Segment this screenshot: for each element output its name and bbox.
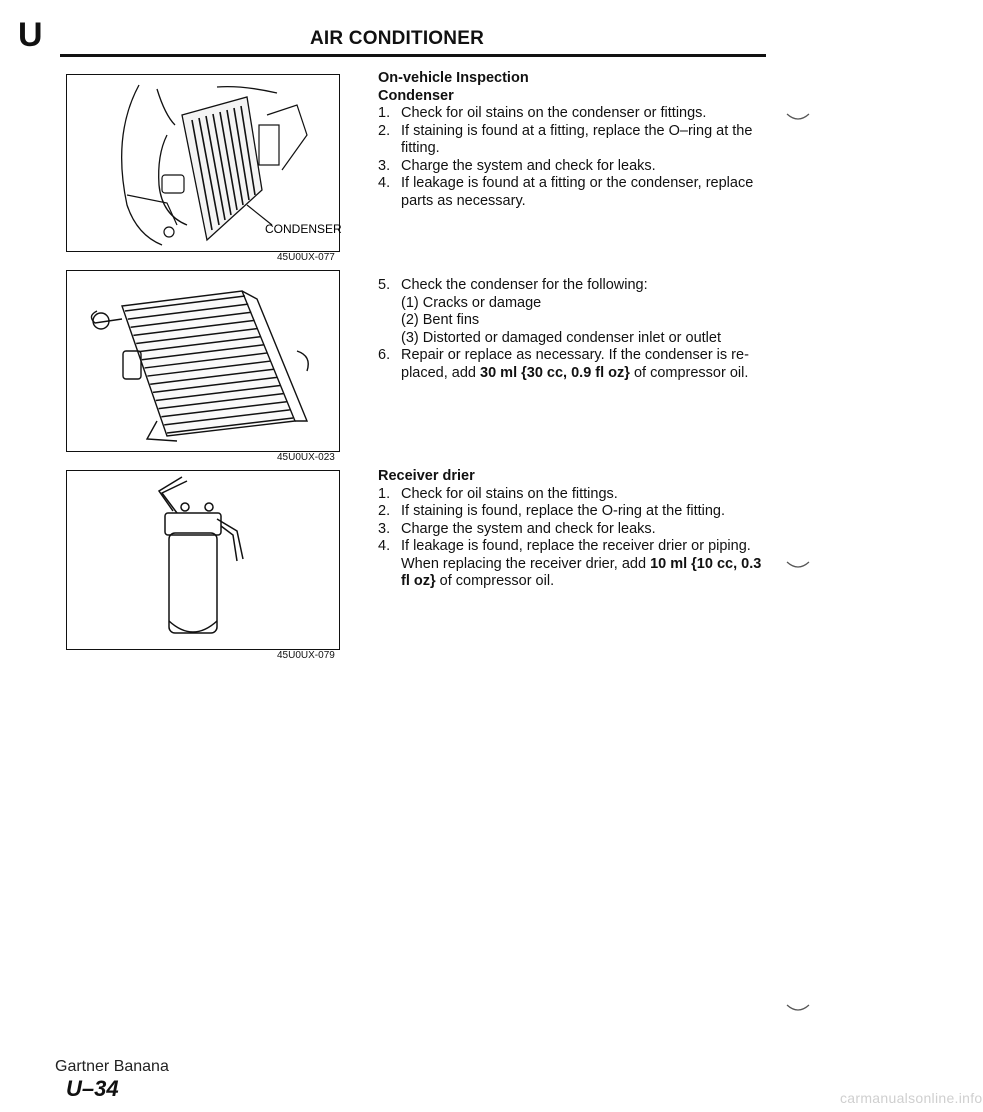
step-number: 6. [378, 347, 391, 363]
step-text: Check for oil stains on the condenser or fittings. [401, 105, 707, 121]
list-item [378, 123, 778, 141]
section-subheading: Condenser [378, 87, 454, 104]
figure-code: 45U0UX-023 [277, 452, 335, 463]
condenser-checks-section [378, 277, 778, 382]
condenser-unit-illustration [67, 271, 339, 451]
condenser-in-vehicle-illustration [67, 75, 342, 251]
section-heading: On-vehicle Inspection [378, 70, 529, 86]
step-text: If staining is found, replace the O-ring at the fitting. [401, 503, 726, 519]
list-item [378, 347, 778, 365]
binding-mark [785, 112, 811, 124]
step-number: 1. [378, 485, 391, 502]
sub-item: (1) Cracks or damage [401, 294, 542, 311]
step-number: 2. [378, 503, 391, 519]
step-number: 4. [378, 175, 391, 191]
list-item [378, 105, 778, 123]
step-continuation [378, 573, 778, 591]
figure-receiver-drier [66, 470, 340, 650]
list-item [378, 521, 778, 539]
figure-condenser-unit [66, 270, 340, 452]
step-number: 2. [378, 122, 391, 139]
step-text: Charge the system and check for leaks. [401, 157, 656, 174]
step-text: If staining is found at a fitting, replace the O–ring at the [401, 122, 753, 139]
binding-mark [785, 1003, 811, 1015]
receiver-drier-section [378, 468, 778, 591]
step-continuation: fitting. [401, 140, 440, 156]
step-number: 5. [378, 277, 391, 293]
step-text: Repair or replace as necessary. If the condenser is re- [401, 347, 749, 363]
figure-condenser-in-vehicle [66, 74, 340, 252]
receiver-drier-illustration [67, 471, 339, 649]
list-item [378, 486, 778, 504]
text-run: When replacing the receiver drier, add [401, 555, 651, 572]
list-item [378, 538, 778, 556]
watermark: carmanualsonline.info [840, 1090, 983, 1106]
figure-code: 45U0UX-077 [277, 252, 335, 263]
binding-mark [785, 560, 811, 572]
list-item [378, 158, 778, 176]
step-number: 4. [378, 538, 391, 554]
step-continuation [378, 365, 778, 383]
step-text: Check for oil stains on the fittings. [401, 485, 618, 502]
step-text: If leakage is found, replace the receiver drier or piping. [401, 538, 751, 554]
oil-amount: 10 ml {10 cc, 0.3 [650, 555, 762, 572]
sub-item: (2) Bent fins [401, 312, 480, 328]
figure-caption: CONDENSER [265, 222, 342, 236]
step-number: 3. [378, 157, 391, 174]
sub-item: (3) Distorted or damaged condenser inlet or outlet [401, 329, 721, 346]
page-number: U–34 [66, 1076, 119, 1101]
oil-amount: 30 ml {30 cc, 0.9 fl oz} [480, 364, 630, 381]
header-rule [60, 54, 766, 57]
list-item [378, 277, 778, 295]
figure-code: 45U0UX-079 [277, 650, 335, 661]
section-heading: Receiver drier [378, 468, 475, 484]
step-number: 1. [378, 105, 391, 121]
condenser-section [378, 70, 778, 210]
list-item [378, 175, 778, 193]
page-title: AIR CONDITIONER [310, 28, 484, 49]
step-number: 3. [378, 520, 391, 537]
text-run: of compressor oil. [435, 573, 555, 589]
section-letter: U [18, 16, 43, 54]
list-item [378, 503, 778, 521]
footer-brand: Gartner Banana [55, 1058, 169, 1075]
step-text: If leakage is found at a fitting or the condenser, replace [401, 175, 754, 191]
text-run: of compressor oil. [629, 364, 749, 381]
oil-amount: fl oz} [401, 573, 436, 589]
text-run: placed, add [401, 364, 481, 381]
step-continuation [378, 556, 778, 574]
step-text: Check the condenser for the following: [401, 277, 648, 293]
step-continuation: parts as necessary. [401, 192, 526, 209]
step-text: Charge the system and check for leaks. [401, 520, 656, 537]
